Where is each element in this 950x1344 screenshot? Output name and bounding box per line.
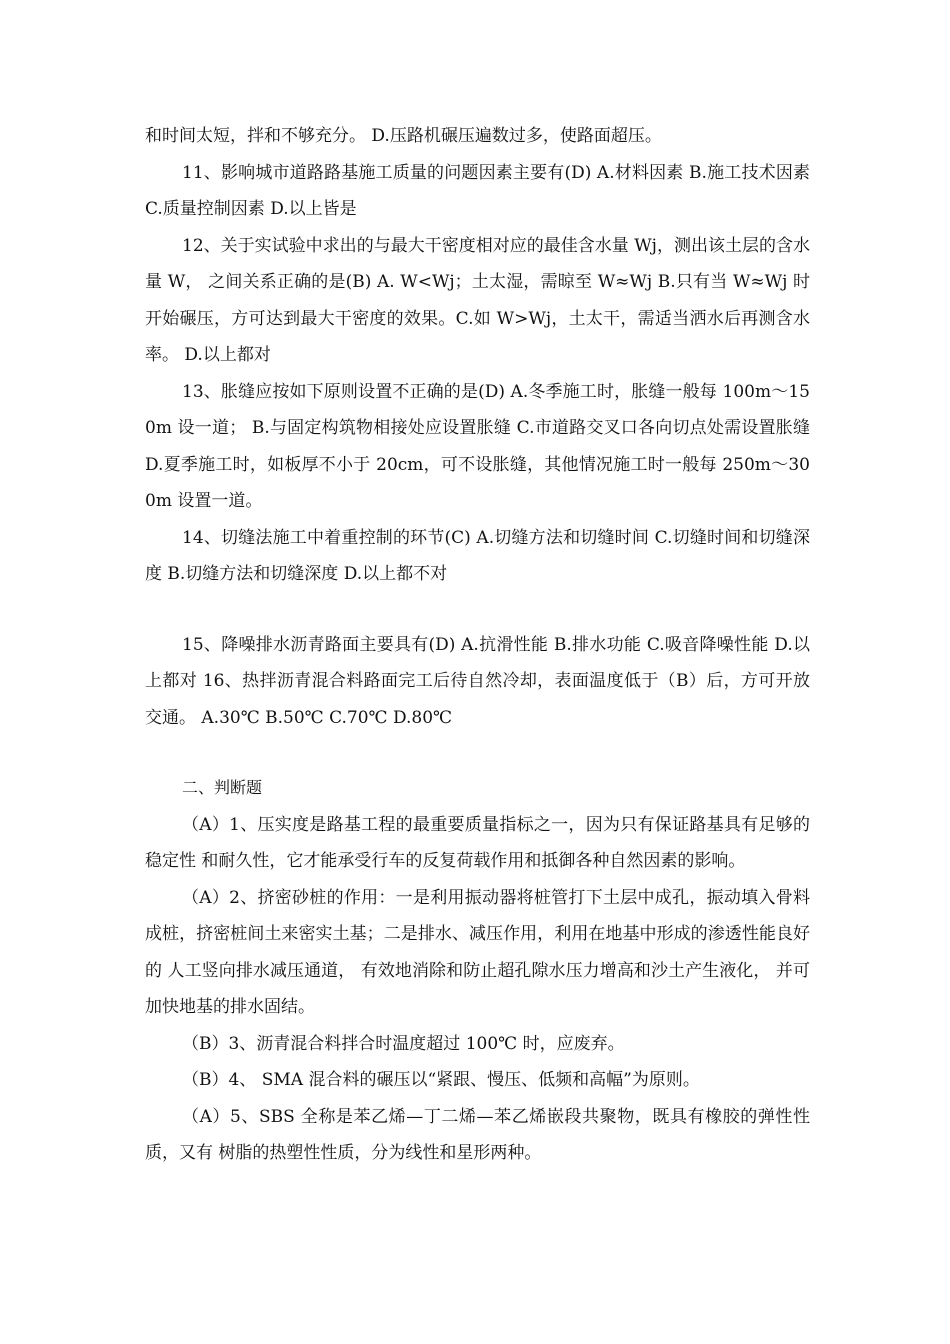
blank-gap <box>145 593 810 627</box>
question-15-16: 15、降噪排水沥青路面主要具有(D) A.抗滑性能 B.排水功能 C.吸音降噪性能 D.以上都对 16、热拌沥青混合料路面完工后待自然冷却，表面温度低于（B）后，方可开放交通。 A.30℃ B.50℃ C.70℃ D.80℃ <box>145 634 810 728</box>
blank-gap <box>145 736 810 770</box>
question-13: 13、胀缝应按如下原则设置不正确的是(D) A.冬季施工时，胀缝一般每 100m～150m 设一道； B.与固定构筑物相接处应设置胀缝 C.市道路交叉口各向切点处需设置胀缝 D.夏季施工时，如板厚不小于 20cm，可不设胀缝，其他情况施工时一般每 250m～300m 设置一道。 <box>145 381 810 511</box>
judgment-2: （A）2、挤密砂桩的作用：一是利用振动器将桩管打下土层中成孔，振动填入骨料成桩，挤密桩间土来密实土基；二是排水、减压作用，利用在地基中形成的渗透性能良好的 人工竖向排水减压通道， 有效地消除和防止超孔隙水压力增高和沙土产生液化， 并可 加快地基的排水固结。 <box>145 887 810 1017</box>
question-12: 12、关于实试验中求出的与最大干密度相对应的最佳含水量 Wj，测出该土层的含水量 W， 之间关系正确的是(B) A. W<Wj；土太湿，需晾至 W≈Wj B.只有当 W≈Wj 时开始碾压，方可达到最大干密度的效果。C.如 W>Wj，土太干，需适当洒水后再测含水率。 D.以上都对 <box>145 235 810 365</box>
judgment-3: （B）3、沥青混合料拌合时温度超过 100℃ 时，应废弃。 <box>182 1033 625 1054</box>
section-heading: 二、判断题 <box>182 778 263 797</box>
judgment-1: （A）1、压实度是路基工程的最重要质量指标之一，因为只有保证路基具有足够的稳定性 和耐久性，它才能承受行车的反复荷载作用和抵御各种自然因素的影响。 <box>145 814 810 871</box>
judgment-5: （A）5、SBS 全称是苯乙烯—丁二烯—苯乙烯嵌段共聚物，既具有橡胶的弹性性质，又有 树脂的热塑性性质，分为线性和星形两种。 <box>145 1106 810 1163</box>
paragraph-continuation: 和时间太短，拌和不够充分。 D.压路机碾压遍数过多，使路面超压。 <box>145 126 662 146</box>
question-11: 11、影响城市道路路基施工质量的问题因素主要有(D) A.材料因素 B.施工技术因素 C.质量控制因素 D.以上皆是 <box>145 162 810 219</box>
judgment-4: （B）4、 SMA 混合料的碾压以“紧跟、慢压、低频和高幅”为原则。 <box>182 1070 700 1090</box>
question-14: 14、切缝法施工中着重控制的环节(C) A.切缝方法和切缝时间 C.切缝时间和切缝深度 B.切缝方法和切缝深度 D.以上都不对 <box>145 527 810 584</box>
